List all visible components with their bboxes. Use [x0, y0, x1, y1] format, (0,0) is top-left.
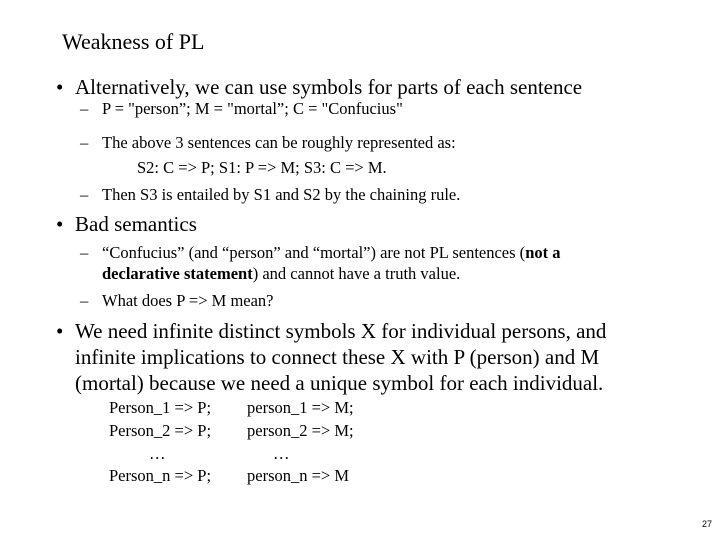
code-right: person_n => M	[247, 466, 350, 485]
sub-bullet-text	[102, 242, 560, 264]
bullet-dot: •	[56, 75, 64, 99]
dash-marker: –	[80, 99, 89, 118]
sub-text-post: ) and cannot have a truth value.	[252, 264, 461, 283]
bullet-2-text: Bad semantics	[75, 212, 197, 236]
dash-marker: –	[80, 291, 89, 310]
bold-text: not a	[525, 243, 561, 262]
code-left: Person_1 => P;	[109, 398, 212, 417]
code-left: Person_2 => P;	[109, 421, 212, 440]
dash-marker: –	[80, 133, 89, 152]
sub-bullet-continuation: S2: C => P; S1: P => M; S3: C => M.	[137, 158, 387, 177]
bullet-3-line-2: infinite implications to connect these X with P (person) and M	[75, 345, 600, 369]
page-number: 27	[701, 519, 712, 529]
dash-marker: –	[80, 243, 89, 262]
code-left: Person_n => P;	[109, 466, 212, 485]
code-ellipsis: …	[273, 444, 290, 463]
dash-marker: –	[80, 185, 89, 204]
bullet-dot: •	[56, 212, 64, 236]
bullet-1-text: Alternatively, we can use symbols for parts of each sentence	[75, 75, 583, 99]
sub-bullet-text: Then S3 is entailed by S1 and S2 by the chaining rule.	[102, 185, 461, 204]
bullet-3-line-3: (mortal) because we need a unique symbol for each individual.	[75, 371, 604, 395]
bullet-3-line-1: We need infinite distinct symbols X for individual persons, and	[75, 319, 607, 343]
code-right: person_2 => M;	[247, 421, 354, 440]
sub-bullet-continuation	[102, 263, 460, 285]
sub-text-pre: “Confucius” (and “person” and “mortal”) are not PL sentences (	[102, 243, 526, 262]
code-right: person_1 => M;	[247, 398, 354, 417]
bullet-dot: •	[56, 319, 64, 343]
sub-bullet-text: P = "person”; M = "mortal”; C = "Confucius"	[102, 99, 403, 118]
slide-title: Weakness of PL	[62, 29, 205, 54]
code-ellipsis: …	[149, 444, 166, 463]
sub-bullet-text: The above 3 sentences can be roughly represented as:	[102, 133, 456, 152]
sub-bullet-text: What does P => M mean?	[102, 291, 274, 310]
bold-text: declarative statement	[102, 264, 253, 283]
